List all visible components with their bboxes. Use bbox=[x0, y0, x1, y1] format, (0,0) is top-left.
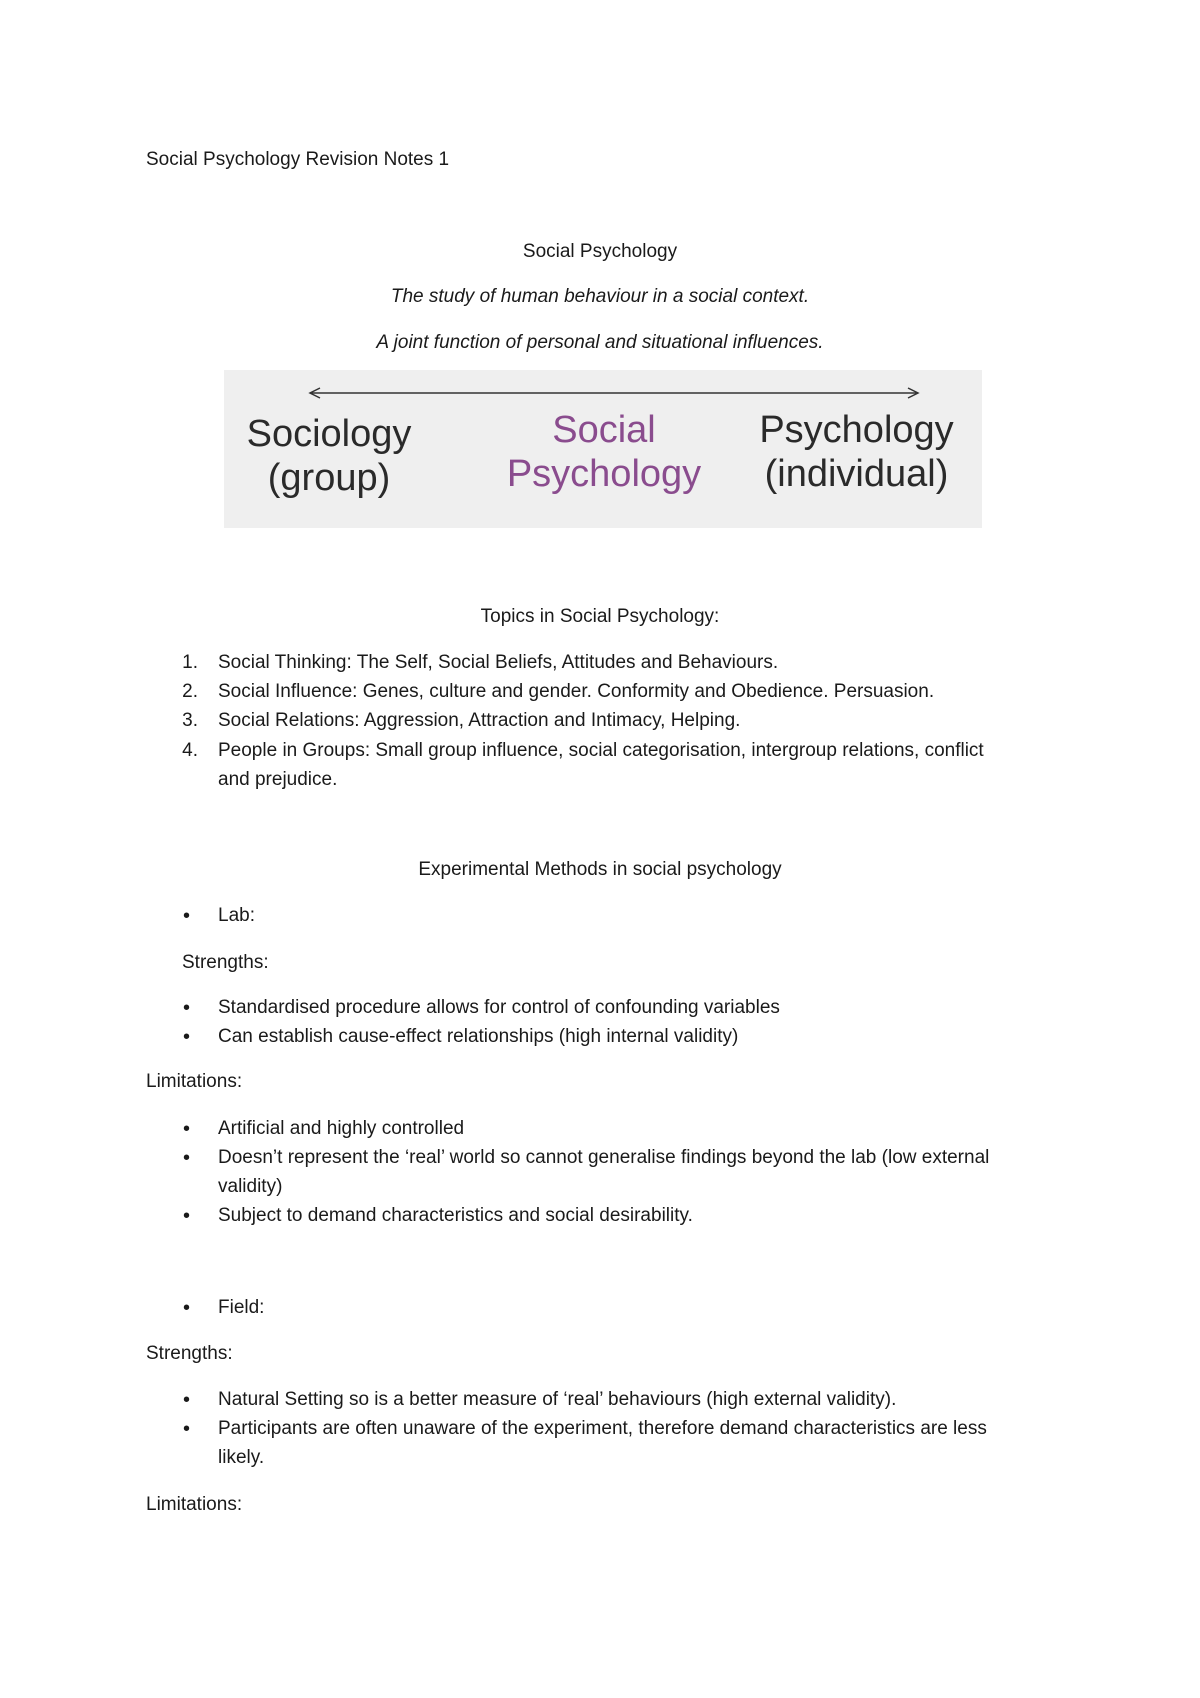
list-item: Artificial and highly controlled bbox=[218, 1118, 465, 1139]
psychology-label bbox=[744, 408, 969, 496]
definition-text: The study of human behaviour in a social context. bbox=[390, 286, 810, 307]
list-number: 4. bbox=[182, 740, 198, 761]
list-item: Social Thinking: The Self, Social Beliefs, Attitudes and Behaviours. bbox=[218, 652, 779, 673]
field-strengths-label: Strengths: bbox=[146, 1343, 233, 1364]
field-label: Field: bbox=[218, 1297, 265, 1318]
list-item-continuation: validity) bbox=[218, 1176, 283, 1197]
list-item-continuation: likely. bbox=[218, 1447, 265, 1468]
list-item: Natural Setting so is a better measure of ‘real’ behaviours (high external validity). bbox=[218, 1389, 897, 1410]
list-number: 1. bbox=[182, 652, 198, 673]
section-title: Social Psychology bbox=[522, 241, 678, 262]
psychology-right-word: Psychology bbox=[759, 409, 954, 451]
bullet-icon: • bbox=[183, 1026, 191, 1048]
document-header: Social Psychology Revision Notes 1 bbox=[146, 149, 450, 170]
list-number: 3. bbox=[182, 710, 198, 731]
group-word: (group) bbox=[267, 457, 391, 499]
social-word: Social bbox=[552, 409, 656, 451]
bullet-icon: • bbox=[183, 1205, 191, 1227]
methods-heading: Experimental Methods in social psychology bbox=[418, 859, 782, 880]
sociology-label bbox=[234, 412, 424, 500]
lab-label: Lab: bbox=[218, 905, 255, 926]
list-item: Doesn’t represent the ‘real’ world so cannot generalise findings beyond the lab (low external bbox=[218, 1147, 990, 1168]
psychology-word: Psychology bbox=[506, 453, 702, 495]
bullet-icon: • bbox=[183, 1147, 191, 1169]
bullet-icon: • bbox=[183, 997, 191, 1019]
sociology-word: Sociology bbox=[246, 413, 412, 455]
list-item: Standardised procedure allows for control of confounding variables bbox=[218, 997, 780, 1018]
list-item: Subject to demand characteristics and social desirability. bbox=[218, 1205, 693, 1226]
bullet-icon: • bbox=[183, 905, 191, 927]
individual-word: (individual) bbox=[764, 453, 949, 495]
list-item: Social Relations: Aggression, Attraction and Intimacy, Helping. bbox=[218, 710, 741, 731]
lab-limitations-label: Limitations: bbox=[146, 1071, 243, 1092]
field-limitations-label: Limitations: bbox=[146, 1494, 243, 1515]
bullet-icon: • bbox=[183, 1297, 191, 1319]
spectrum-diagram bbox=[224, 370, 982, 528]
list-item: People in Groups: Small group influence, social categorisation, intergroup relations, conflict bbox=[218, 740, 984, 761]
list-item: Participants are often unaware of the experiment, therefore demand characteristics are less bbox=[218, 1418, 987, 1439]
topics-heading: Topics in Social Psychology: bbox=[480, 606, 720, 627]
social-psychology-label bbox=[494, 408, 714, 496]
bullet-icon: • bbox=[183, 1418, 191, 1440]
list-item-continuation: and prejudice. bbox=[218, 769, 338, 790]
lab-strengths-label: Strengths: bbox=[182, 952, 269, 973]
bullet-icon: • bbox=[183, 1389, 191, 1411]
bullet-icon: • bbox=[183, 1118, 191, 1140]
list-item: Can establish cause-effect relationships (high internal validity) bbox=[218, 1026, 739, 1047]
function-text: A joint function of personal and situational influences. bbox=[376, 332, 824, 353]
list-item: Social Influence: Genes, culture and gender. Conformity and Obedience. Persuasion. bbox=[218, 681, 935, 702]
list-number: 2. bbox=[182, 681, 198, 702]
